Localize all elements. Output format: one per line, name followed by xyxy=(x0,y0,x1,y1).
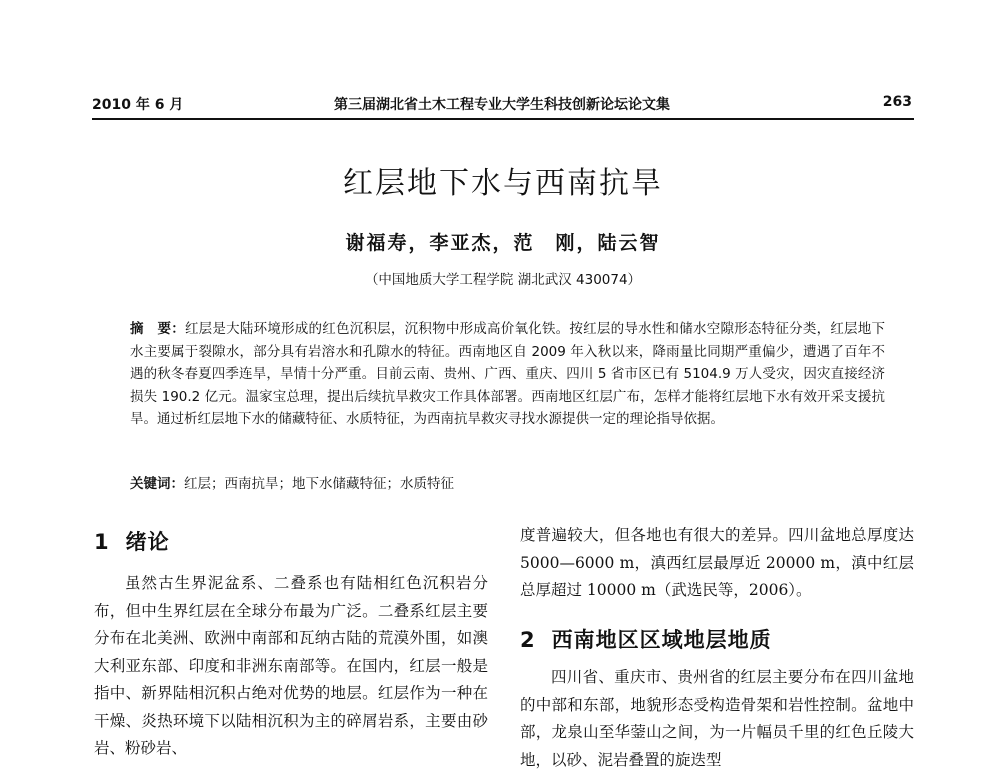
section-1-number: 1 xyxy=(94,530,110,554)
header-rule xyxy=(92,118,914,120)
running-header xyxy=(92,94,912,116)
header-page-number: 263 xyxy=(882,94,912,110)
section-1-continued: 度普遍较大，但各地也有很大的差异。四川盆地总厚度达 5000—6000 m，滇西红层最厚近 20000 m，滇中红层总厚超过 10000 m（武选民等，2006）。 xyxy=(520,526,914,599)
abstract-block xyxy=(130,318,885,431)
abstract-label: 摘 要： xyxy=(130,321,185,337)
keywords-block xyxy=(130,474,885,494)
section-1-paragraph: 虽然古生界泥盆系、二叠系也有陆相红色沉积岩分布，但中生界红层在全球分布最为广泛。二叠系红层主要分布在北美洲、欧洲中南部和瓦纳古陆的荒漠外围，如澳大利亚东部、印度和非洲东南部等。在国内，红层一般是指中、新界陆相沉积占绝对优势的地层。红层作为一种在干燥、炎热环境下以陆相沉积为主的碎屑岩系，主要由砂岩、粉砂岩、 xyxy=(94,574,488,757)
paper-title: 红层地下水与西南抗旱 xyxy=(343,166,663,201)
section-1-title: 绪论 xyxy=(125,530,170,554)
abstract-text: 红层是大陆环境形成的红色沉积层，沉积物中形成高价氧化铁。按红层的导水性和储水空隙形态特征分类，红层地下水主要属于裂隙水，部分具有岩溶水和孔隙水的特征。西南地区自 2009 年入秋以来，降雨量比同期严重偏少，遭遇了百年不遇的秋冬春夏四季连旱，旱情十分严重。目前云南、贵州、广西、重庆、四川 5 省市区已有 5104.9 万人受灾，因灾直接经济损失 190.2 亿元。温家宝总理，提出后续抗旱救灾工作具体部署。西南地区红层广布，怎样才能将红层地下水有效开采支援抗旱。通过析红层地下水的储藏特征、水质特征，为西南抗旱救灾寻找水源提供一定的理论指导依据。 xyxy=(130,321,886,428)
section-2-title: 西南地区区域地层地质 xyxy=(551,628,772,652)
section-2-heading xyxy=(520,624,914,654)
paper-affiliation: （中国地质大学工程学院 湖北武汉 430074） xyxy=(364,272,642,288)
section-2-number: 2 xyxy=(520,628,536,652)
keywords-label: 关键词： xyxy=(130,476,184,492)
keywords-text: 红层；西南抗旱；地下水储藏特征；水质特征 xyxy=(184,476,454,492)
section-2-paragraph: 四川省、重庆市、贵州省的红层主要分布在四川盆地的中部和东部，地貌形态受构造骨架和岩性控制。盆地中部，龙泉山至华蓥山之间，为一片幅员千里的红色丘陵大地，以砂、泥岩叠置的旋迭型 xyxy=(520,668,914,769)
section-1-heading xyxy=(94,526,488,556)
paper-authors: 谢福寿，李亚杰，范 刚，陆云智 xyxy=(345,232,661,254)
header-journal: 第三届湖北省土木工程专业大学生科技创新论坛论文集 xyxy=(334,97,670,113)
header-date: 2010 年 6 月 xyxy=(92,97,184,113)
